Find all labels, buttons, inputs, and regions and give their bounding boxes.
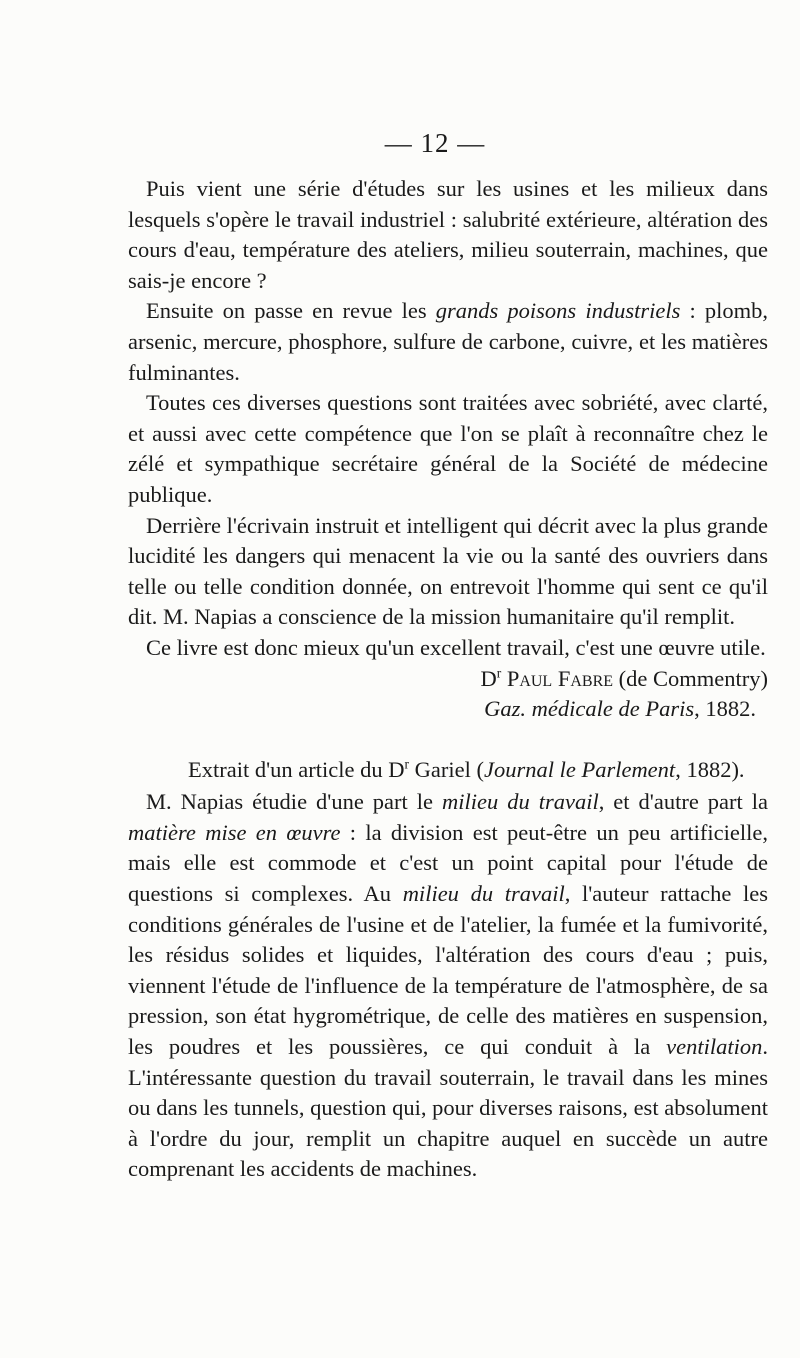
paragraph-2 [128,296,768,388]
signature-source-year: , 1882. [694,696,756,722]
paragraph-1: Puis vient une série d'études sur les usines et les milieux dans lesquels s'opère le travail industriel : salubrité extérieure, altération des cours d'eau, température des ateliers, milieu souterrain, machines, que sais-je encore ? [128,176,768,293]
p6-g: , l'auteur rattache les conditions générales de l'usine et de l'atelier, la fumée et la fumivorité, les résidus solides et liquides, l'altération des cours d'eau ; puis, viennent l'étude de l'influence de la température de l'atmosphère, de sa pression, son état hygrométrique, de celle des matières en suspension, les poudres et les poussières, ce qui conduit à la [128,881,768,1060]
p6-a: M. Napias étudie d'une part le [146,789,442,815]
signature-dr-sup: r [496,665,502,680]
paragraph-6 [128,787,768,1185]
p6-d: matière mise en œuvre [128,819,341,845]
page-number: — 12 — [384,128,486,158]
p6-i: . L'intéressante question du travail souterrain, le travail dans les mines ou dans les tunnels, question qui, pour diverses raisons, est absolument à l'ordre du jour, remplit un chapitre auquel en succède un autre comprenant les accidents de machines. [128,1034,768,1182]
signature-author [128,664,768,695]
body-text [128,174,768,1185]
extract-text-a: Extrait d'un article du D [188,756,405,782]
extract-text-c: , 1882). [675,756,745,782]
paragraph-2-text-a: Ensuite on passe en revue les [146,298,436,324]
signature-source-italic: Gaz. médicale de Paris [484,696,695,722]
signature-place: (de Commentry) [613,665,768,691]
signature-name: Paul Fabre [501,665,614,691]
extract-dr-sup: r [404,756,409,772]
p6-b: milieu du travail [442,789,599,815]
paragraph-2-text-c: : plomb, arsenic, mercure, phosphore, sulfure de carbone, cuivre, et les matières fulminantes. [128,298,769,385]
extract-journal: Journal le Parlement [483,756,676,782]
paragraph-2-italic: grands poisons industriels [435,298,681,324]
p6-c: , et d'autre part la [598,789,768,815]
extract-heading [128,755,768,786]
extract-text-b: Gariel ( [409,756,484,782]
signature-dr: D [480,665,497,691]
paragraph-5: Ce livre est donc mieux qu'un excellent travail, c'est une œuvre utile. [146,634,766,660]
p6-e: : la division est peut-être un peu artificielle, mais elle est commode et c'est un point capital pour l'étude de questions si complexes. Au [128,819,768,907]
signature-source [128,694,768,725]
p6-f: milieu du travail [402,881,565,907]
paragraph-4: Derrière l'écrivain instruit et intelligent qui décrit avec la plus grande lucidité les dangers qui menacent la vie ou la santé des ouvriers dans telle ou telle condition donnée, on entrevoit l'homme qui sent ce qu'il dit. M. Napias a conscience de la mission humanitaire qu'il remplit. [128,512,768,630]
paragraph-3: Toutes ces diverses questions sont traitées avec sobriété, avec clarté, et aussi avec cette compétence que l'on se plaît à reconnaître chez le zélé et sympathique secrétaire général de la Société de médecine publique. [128,390,768,507]
p6-h: ventilation [666,1034,763,1060]
